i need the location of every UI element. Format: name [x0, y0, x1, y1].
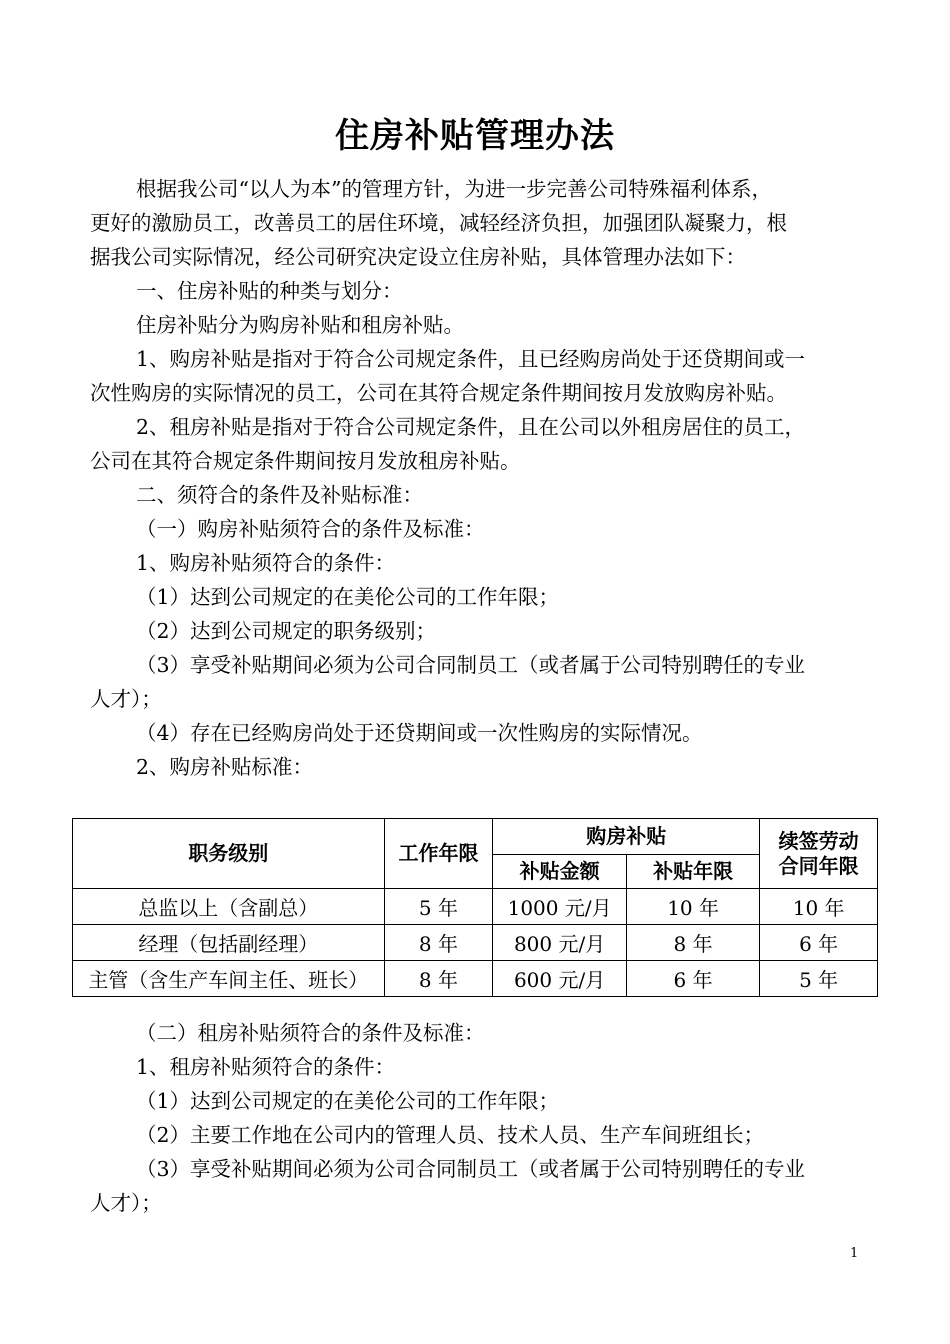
header-contract-text: 续签劳动合同年限 [778, 828, 859, 878]
paragraph-line: 住房补贴分为购房补贴和租房补贴。 [136, 313, 464, 337]
paragraph-line: （1）达到公司规定的在美伦公司的工作年限； [136, 585, 560, 609]
header-level: 职务级别 [73, 819, 385, 889]
cell-contract: 6 年 [760, 925, 878, 961]
paragraph-line: （2）主要工作地在公司内的管理人员、技术人员、生产车间班组长； [136, 1123, 765, 1147]
header-years: 工作年限 [384, 819, 493, 889]
cell-amount: 600 元/月 [493, 961, 627, 997]
paragraph-line: 1、租房补贴须符合的条件： [136, 1055, 396, 1079]
cell-contract: 5 年 [760, 961, 878, 997]
paragraph-line: 根据我公司“以人为本”的管理方针，为进一步完善公司特殊福利体系， [136, 177, 772, 201]
paragraph-line: 人才）； [90, 1191, 162, 1215]
header-period: 补贴年限 [626, 855, 759, 889]
cell-amount: 800 元/月 [493, 925, 627, 961]
cell-period: 10 年 [626, 889, 759, 925]
table-row [73, 889, 878, 925]
paragraph-line: 一、住房补贴的种类与划分： [136, 279, 403, 303]
paragraph-line: （2）达到公司规定的职务级别； [136, 619, 437, 643]
paragraph-line: 二、须符合的条件及补贴标准： [136, 483, 423, 507]
housing-subsidy-table [72, 818, 878, 997]
cell-contract: 10 年 [760, 889, 878, 925]
table-row [73, 961, 878, 997]
paragraph-line: 据我公司实际情况，经公司研究决定设立住房补贴，具体管理办法如下： [90, 245, 746, 269]
paragraph-line: 公司在其符合规定条件期间按月发放租房补贴。 [90, 449, 521, 473]
paragraph-line: （1）达到公司规定的在美伦公司的工作年限； [136, 1089, 560, 1113]
document-title: 住房补贴管理办法 [335, 116, 615, 156]
page-number: 1 [850, 1246, 859, 1261]
cell-years: 8 年 [384, 925, 493, 961]
header-contract [760, 819, 878, 889]
paragraph-line: （3）享受补贴期间必须为公司合同制员工（或者属于公司特别聘任的专业 [136, 653, 806, 677]
paragraph-line: 人才）； [90, 687, 162, 711]
cell-years: 5 年 [384, 889, 493, 925]
paragraph-line: 次性购房的实际情况的员工，公司在其符合规定条件期间按月发放购房补贴。 [90, 381, 787, 405]
paragraph-line: 更好的激励员工，改善员工的居住环境，减轻经济负担，加强团队凝聚力，根 [90, 211, 787, 235]
paragraph-line: 2、租房补贴是指对于符合公司规定条件，且在公司以外租房居住的员工， [136, 415, 806, 439]
cell-level: 经理（包括副经理） [73, 925, 385, 961]
paragraph-line: 2、购房补贴标准： [136, 755, 314, 779]
body-text-bottom [90, 1016, 870, 1220]
paragraph-line: （二）租房补贴须符合的条件及标准： [136, 1021, 485, 1045]
paragraph-line: 1、购房补贴须符合的条件： [136, 551, 396, 575]
cell-level: 总监以上（含副总） [73, 889, 385, 925]
table-body [73, 889, 878, 997]
paragraph-line: （一）购房补贴须符合的条件及标准： [136, 517, 485, 541]
paragraph-line: 1、购房补贴是指对于符合公司规定条件，且已经购房尚处于还贷期间或一 [136, 347, 806, 371]
header-amount: 补贴金额 [493, 855, 627, 889]
header-purchase-subsidy: 购房补贴 [493, 819, 760, 855]
cell-level: 主管（含生产车间主任、班长） [73, 961, 385, 997]
table-row [73, 925, 878, 961]
cell-amount: 1000 元/月 [493, 889, 627, 925]
body-text-top [90, 172, 870, 784]
paragraph-line: （3）享受补贴期间必须为公司合同制员工（或者属于公司特别聘任的专业 [136, 1157, 806, 1181]
cell-years: 8 年 [384, 961, 493, 997]
paragraph-line: （4）存在已经购房尚处于还贷期间或一次性购房的实际情况。 [136, 721, 703, 745]
cell-period: 6 年 [626, 961, 759, 997]
cell-period: 8 年 [626, 925, 759, 961]
